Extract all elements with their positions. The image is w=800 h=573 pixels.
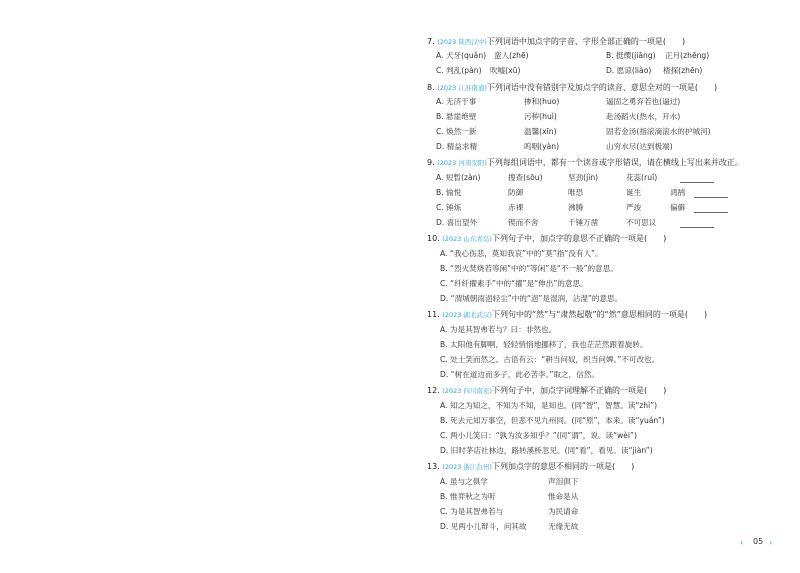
option-b: B. 愉悦 — [436, 188, 462, 197]
source-tag: (2023 浙江台州) — [442, 463, 492, 471]
question-text: 下列词语中没有错别字及加点字的读音、意思全对的一项是( ) — [486, 83, 718, 92]
option-c-word5: 偏僻 — [670, 203, 686, 212]
option-c: C. 为是其智弗若与 — [440, 507, 504, 516]
option-d-idiom: 山穷水尽(达到极端) — [606, 142, 673, 151]
option-d-word: 楂探(zhēn) — [663, 66, 703, 75]
question-text: 下列句子中，加点字词理解不正确的一项是( ) — [491, 386, 667, 395]
option-b-word5: 鸿鹄 — [670, 188, 686, 197]
question-text: 下列加点字的意思不相同的一项是( ) — [491, 462, 635, 471]
question-8 — [427, 82, 717, 94]
option-b: B. 死去元知万事空，但悲不见九州同。(同“原”，本来。读“yuán”) — [440, 416, 665, 425]
option-d: D. 旧时茅店社林边，路转溪桥忽见。(同“看”，看见。读“jiàn”) — [440, 446, 653, 455]
option-c: C. 焕然一新 — [436, 127, 477, 136]
page-number: 05 — [753, 537, 764, 546]
option-a: A. 为是其智弗若与？曰：非然也。 — [440, 325, 557, 334]
question-number: 11. — [427, 310, 440, 319]
option-d: D. “树在道边而多子，此必苦李。”取之，信然。 — [440, 370, 600, 379]
option-d-word4: 不可思议 — [626, 218, 657, 227]
option-c-word4: 严竣 — [626, 203, 642, 212]
option-a: A. “我心伤悲，莫知我哀”中的“莫”指“没有人”。 — [440, 249, 603, 258]
question-number: 9. — [427, 158, 435, 167]
option-a-word2: 搜查(sōu) — [508, 173, 543, 182]
source-tag: (2023 湖北武汉) — [442, 311, 492, 319]
option-a-word: 蛮人(zhē) — [494, 51, 529, 60]
question-10 — [427, 233, 666, 245]
source-tag: (2023 河南安阳) — [437, 159, 487, 167]
question-number: 12. — [427, 386, 440, 395]
source-tag: (2023 四川南充) — [442, 387, 492, 395]
question-text: 下列句中的“然”与“肃然起敬”的“然”意思相同的一项是( ) — [491, 310, 708, 319]
option-b-compare: 惟命是从 — [548, 492, 579, 501]
question-number: 10. — [427, 234, 440, 243]
option-d: D. 精益求精 — [436, 142, 478, 151]
option-b: B. 挺缨(jiāng) — [606, 51, 656, 60]
answer-blank[interactable] — [680, 174, 714, 183]
option-b-word: 污秽(huì) — [524, 112, 557, 121]
answer-blank[interactable] — [694, 204, 728, 213]
option-c-word: 吹嘘(xū) — [490, 66, 521, 75]
option-d: D. 愿谅(liào) — [606, 66, 652, 75]
option-d-word: 呜咽(yàn) — [524, 142, 560, 151]
option-b-word4: 诞生 — [626, 188, 642, 197]
option-c-word2: 赤裸 — [508, 203, 524, 212]
option-d-word3: 千锤万凿 — [568, 218, 599, 227]
option-b: B. 悬崖绝壁 — [436, 112, 477, 121]
answer-blank[interactable] — [694, 189, 728, 198]
option-b-idiom: 赴汤蹈火(热水，开水) — [606, 112, 681, 121]
question-text: 下列词语中加点字的字音、字形全部正确的一项是( ) — [486, 37, 686, 46]
option-a-compare: 声泪俱下 — [548, 477, 579, 486]
option-c: C. 锤炼 — [436, 203, 462, 212]
option-c-idiom: 固若金汤(指滚滴滚水的护城河) — [606, 127, 711, 136]
question-number: 7. — [427, 37, 435, 46]
option-c: C. 处士笑而然之。古语有云：“耕当问奴，织当问婢。”不可改也。 — [440, 355, 660, 364]
option-b-word2: 防御 — [508, 188, 524, 197]
option-b-word3: 唯恐 — [568, 188, 584, 197]
option-a: A. 无济于事 — [436, 97, 477, 106]
question-text: 下列句子中，加点字的意思不正确的一项是( ) — [491, 234, 667, 243]
question-text: 下列每组词语中，都有一个读音或字形错误，请在横线上写出来并改正。 — [486, 158, 743, 167]
option-a: A. 短暂(zàn) — [436, 173, 481, 182]
option-a-idiom: 逼固之勇弃若也(逼过) — [606, 97, 681, 106]
option-b: B. 太阳他有脚啊，轻轻悄悄地挪移了，我也茫茫然跟着旋转。 — [440, 340, 648, 349]
next-page-icon[interactable]: › — [769, 538, 773, 547]
option-c-word: 温馨(xīn) — [524, 127, 557, 136]
option-c: C. 判乱(pàn) — [436, 66, 482, 75]
option-d: D. 喜出望外 — [436, 218, 478, 227]
option-c: C. “纤纤擢素手”中的“擢”是“伸出”的意思。 — [440, 279, 588, 288]
source-tag: (2023 陕西汉中) — [437, 38, 487, 46]
question-number: 13. — [427, 462, 440, 471]
option-b: B. 惟弈秋之为听 — [440, 492, 496, 501]
question-number: 8. — [427, 83, 435, 92]
question-7 — [427, 36, 685, 48]
option-d-compare: 无缘无故 — [548, 522, 579, 531]
source-tag: (2023 江苏南通) — [437, 84, 487, 92]
option-d: D. “渭城朝雨浥轻尘”中的“浥”是湿润，沾湿”的意思。 — [440, 294, 623, 303]
option-c: C. 两小儿笑曰：“孰为汝多知乎？”(同“谓”，说。读“wèi”) — [440, 431, 637, 440]
option-b: B. “烈火焚烧若等闲”中的“等闲”是“不一般”的意思。 — [440, 264, 618, 273]
prev-page-icon[interactable]: ‹ — [740, 538, 744, 547]
option-a-word: 掺和(huo) — [524, 97, 560, 106]
option-c-compare: 为民请命 — [548, 507, 579, 516]
option-a-word4: 花蕊(ruǐ) — [626, 173, 658, 182]
answer-blank[interactable] — [680, 219, 714, 228]
option-a-word3: 坚劲(jìn) — [568, 173, 599, 182]
option-d: D. 见两小儿辩斗，问其故 — [440, 522, 527, 531]
option-b-word: 正月(zhēng) — [665, 51, 710, 60]
question-11 — [427, 309, 707, 321]
option-c-word3: 沸腾 — [568, 203, 584, 212]
option-a: A. 知之为知之，不知为不知，是知也。(同“智”，智慧。读“zhì”) — [440, 401, 658, 410]
question-12 — [427, 385, 666, 397]
question-13 — [427, 461, 634, 473]
source-tag: (2023 山东青岛) — [442, 235, 492, 243]
question-9 — [427, 157, 743, 169]
option-d-word2: 锲而不舍 — [508, 218, 539, 227]
option-a: A. 犬牙(quǎn) — [436, 51, 487, 60]
option-a: A. 虽与之俱学 — [440, 477, 488, 486]
